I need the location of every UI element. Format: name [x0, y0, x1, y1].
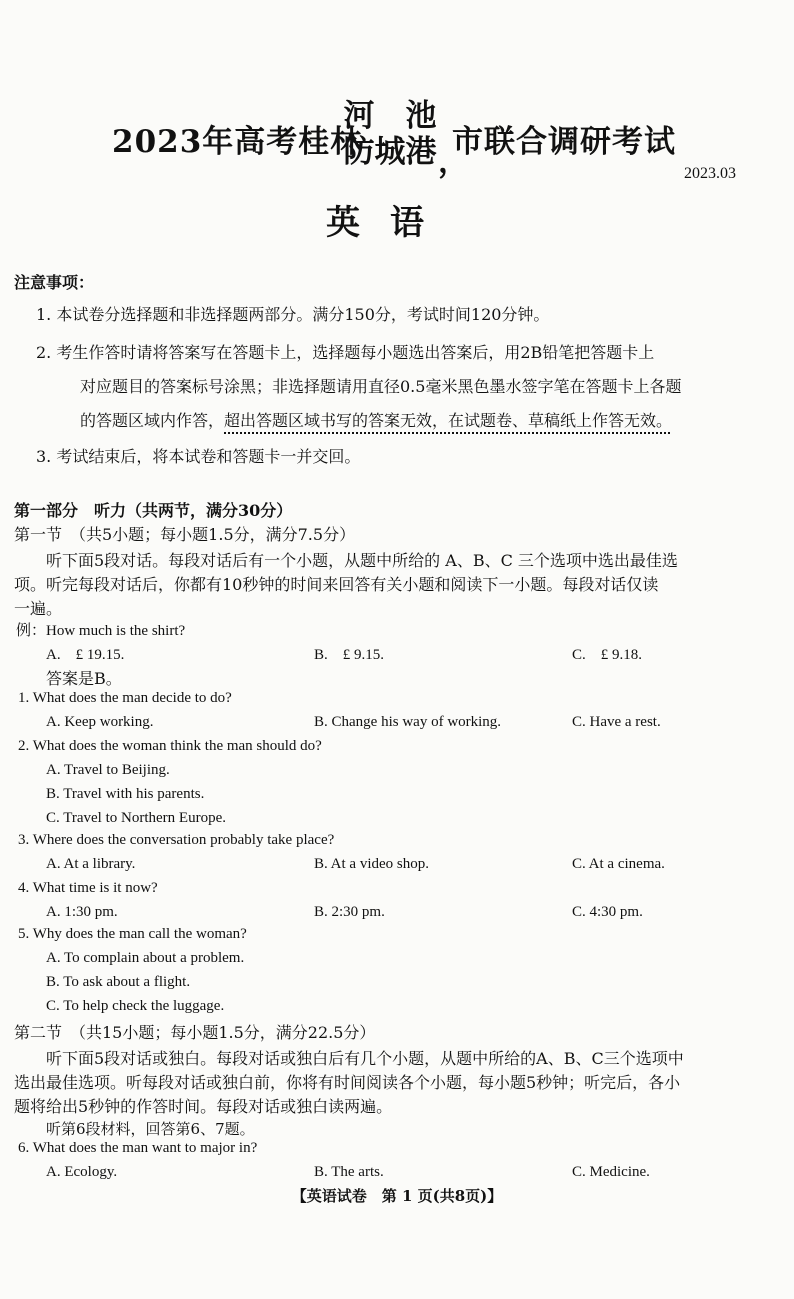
q2-option-a: A. Travel to Beijing.: [46, 762, 170, 778]
example-option-a: A. £ 19.15.: [46, 647, 125, 663]
example-question-text: How much is the shirt?: [46, 623, 186, 639]
question-1: 1. What does the man decide to do?: [18, 690, 232, 706]
q6-option-a: A. Ecology.: [46, 1164, 118, 1180]
section1-intro-line-1: 听下面5段对话。每段对话后有一个小题，从题中所给的 A、B、C 三个选项中选出最佳选: [46, 551, 678, 570]
q1-option-c: C. Have a rest.: [572, 714, 661, 730]
q6-option-b: B. The arts.: [314, 1164, 384, 1180]
notice-item-2-line-3: [80, 410, 672, 432]
notice-item-1: 1. 本试卷分选择题和非选择题两部分。满分150分，考试时间120分钟。: [36, 305, 550, 324]
title-right: 市联合调研考试: [452, 124, 676, 160]
q2-option-c: C. Travel to Northern Europe.: [46, 810, 226, 826]
section1-intro-line-3: 一遍。: [14, 599, 63, 618]
exam-date: 2023.03: [684, 165, 736, 182]
q3-option-b: B. At a video shop.: [314, 856, 429, 872]
q4-option-a: A. 1:30 pm.: [46, 904, 118, 920]
q2-option-b: B. Travel with his parents.: [46, 786, 205, 802]
city-bottom: 防城港: [343, 134, 437, 170]
exam-title: [0, 98, 794, 178]
q5-option-c: C. To help check the luggage.: [46, 998, 225, 1014]
example-option-b: B. £ 9.15.: [314, 647, 385, 663]
section2-intro-line-2: 选出最佳选项。听每段对话或独白前，你将有时间阅读各个小题，每小题5秒钟；听完后，各小: [14, 1073, 681, 1092]
q1-option-b: B. Change his way of working.: [314, 714, 502, 730]
part1-heading: 第一部分 听力（共两节，满分30分）: [14, 501, 293, 520]
question-5: 5. Why does the man call the woman?: [18, 926, 247, 942]
example-label: 例：: [16, 621, 47, 639]
title-comma: ，: [438, 144, 470, 180]
section2-intro-line-1: 听下面5段对话或独白。每段对话或独白后有几个小题，从题中所给的A、B、C三个选项中: [46, 1049, 684, 1068]
q5-option-a: A. To complain about a problem.: [46, 950, 245, 966]
notice-heading: 注意事项：: [14, 273, 95, 292]
question-6: 6. What does the man want to major in?: [18, 1140, 258, 1156]
example-answer: 答案是B。: [46, 669, 122, 688]
notice-item-2-line-1: 2. 考生作答时请将答案写在答题卡上，选择题每小题选出答案后，用2B铅笔把答题卡上: [36, 343, 655, 362]
q5-option-b: B. To ask about a flight.: [46, 974, 191, 990]
example-question: [16, 619, 185, 640]
title-left: 2023年高考桂林: [112, 124, 363, 160]
question-2: 2. What does the woman think the man should do?: [18, 738, 322, 754]
subject-title: 英语: [326, 203, 454, 243]
example-option-c: C. £ 9.18.: [572, 647, 643, 663]
q3-option-c: C. At a cinema.: [572, 856, 665, 872]
notice-item-3: 3. 考试结束后，将本试卷和答题卡一并交回。: [36, 447, 361, 466]
notice-item-2-line-3a: 的答题区域内作答，: [80, 411, 225, 430]
section2-heading: 第二节 （共15小题；每小题1.5分，满分22.5分）: [14, 1023, 376, 1042]
question-4: 4. What time is it now?: [18, 880, 158, 896]
notice-emphasis: 超出答题区域书写的答案无效，在试题卷、草稿纸上作答无效。: [224, 411, 673, 430]
q3-option-a: A. At a library.: [46, 856, 136, 872]
section1-heading: 第一节 （共5小题；每小题1.5分，满分7.5分）: [14, 525, 356, 544]
material-6-instruction: 听第6段材料，回答第6、7题。: [46, 1120, 255, 1138]
section2-intro-line-3: 题将给出5秒钟的作答时间。每段对话或独白读两遍。: [14, 1097, 393, 1116]
q4-option-c: C. 4:30 pm.: [572, 904, 643, 920]
city-stack: [340, 98, 440, 170]
question-3: 3. Where does the conversation probably take place?: [18, 832, 335, 848]
q4-option-b: B. 2:30 pm.: [314, 904, 385, 920]
city-top: 河 池: [343, 98, 437, 134]
section1-intro-line-2: 项。听完每段对话后，你都有10秒钟的时间来回答有关小题和阅读下一小题。每段对话仅读: [14, 575, 659, 594]
notice-item-2-line-2: 对应题目的答案标号涂黑；非选择题请用直径0.5毫米黑色墨水签字笔在答题卡上各题: [80, 377, 682, 396]
q1-option-a: A. Keep working.: [46, 714, 154, 730]
page-footer: 【英语试卷 第 1 页(共8页)】: [291, 1187, 503, 1205]
q6-option-c: C. Medicine.: [572, 1164, 650, 1180]
